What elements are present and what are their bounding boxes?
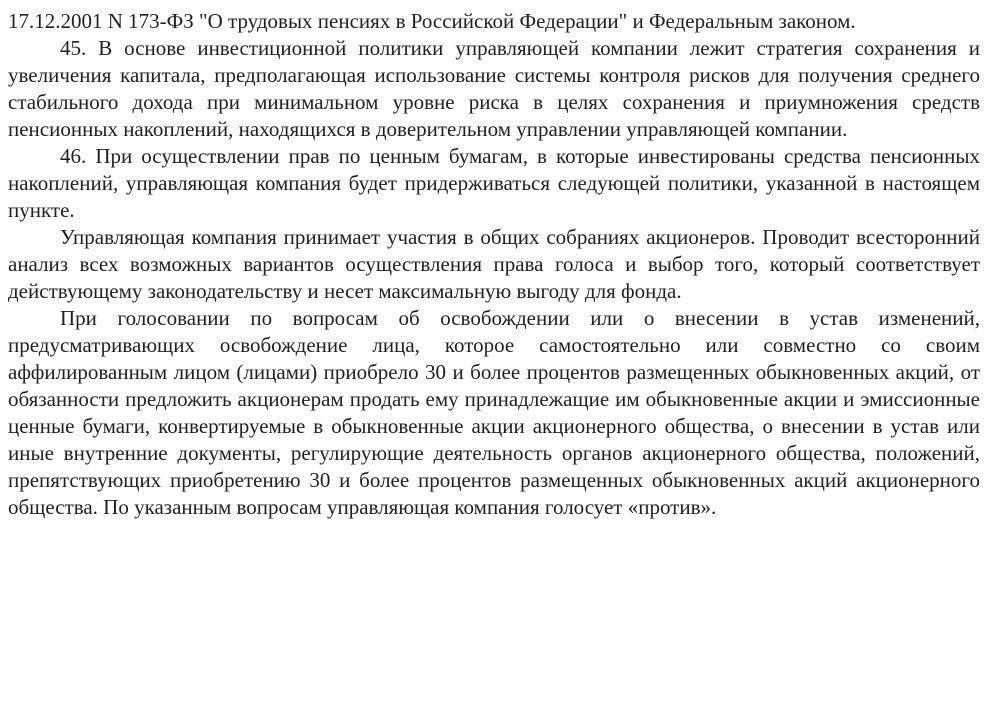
paragraph-voting-against: При голосовании по вопросам об освобождении или о внесении в устав изменений, предусматривающих освобождение лица, которое самостоятельно или совместно со своим аффилированным лицом (лицами) приобрело 30 и более процентов размещенных обыкновенных акций, от обязанности предложить акционерам продать ему принадлежащие им обыкновенные акции и эмиссионные ценные бумаги, конвертируемые в обыкновенные акции акционерного общества, о внесении в устав или иные внутренние документы, регулирующие деятельность органов акционерного общества, положений, препятствующих приобретению 30 и более процентов размещенных обыкновенных акций акционерного общества. По указанным вопросам управляющая компания голосует «против». [8,306,980,519]
paragraph-clause-46: 46. При осуществлении прав по ценным бумагам, в которые инвестированы средства пенсионных накоплений, управляющая компания будет придерживаться следующей политики, указанной в настоящем пункте. [8,144,980,222]
paragraph-intro-continuation: 17.12.2001 N 173-ФЗ "О трудовых пенсиях в Российской Федерации" и Федеральным законом. [8,9,856,33]
paragraph-shareholder-meetings: Управляющая компания принимает участия в общих собраниях акционеров. Проводит всесторонний анализ всех возможных вариантов осуществления права голоса и выбор того, который соответствует действующему законодательству и несет максимальную выгоду для фонда. [8,225,980,303]
paragraph-clause-45: 45. В основе инвестиционной политики управляющей компании лежит стратегия сохранения и увеличения капитала, предполагающая использование системы контроля рисков для получения среднего стабильного дохода при минимальном уровне риска в целях сохранения и приумножения средств пенсионных накоплений, находящихся в доверительном управлении управляющей компании. [8,36,980,141]
